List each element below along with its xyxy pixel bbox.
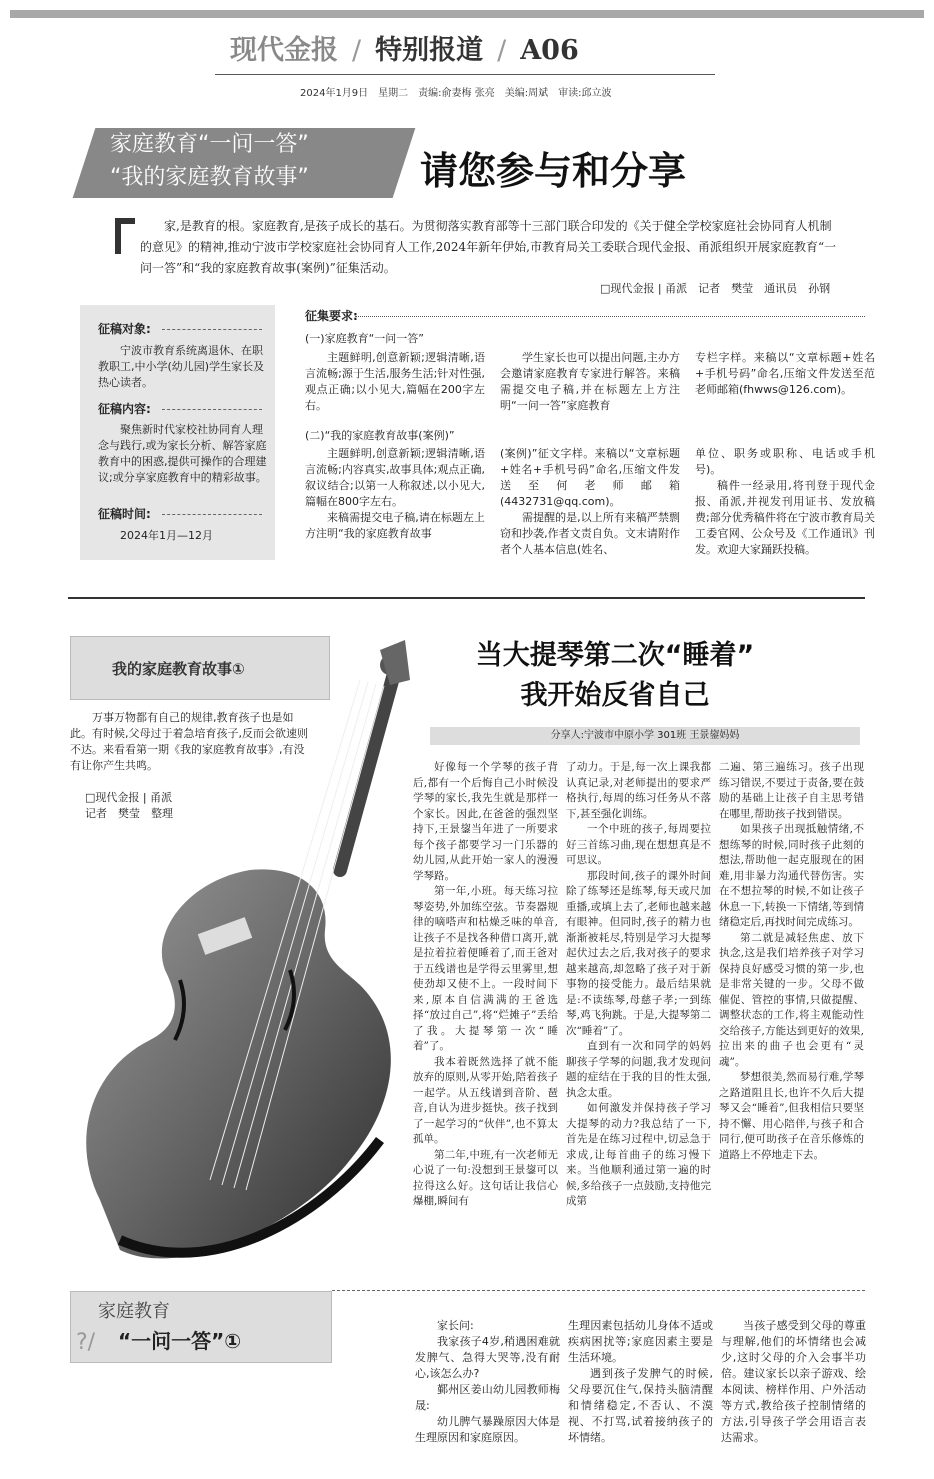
headband bbox=[110, 128, 430, 194]
dotted-rule bbox=[162, 409, 262, 410]
section-name: 特别报道 bbox=[375, 35, 484, 66]
story-banner-title: 我的家庭教育故事① bbox=[112, 660, 245, 678]
credit-line: 记者 樊莹 整理 bbox=[85, 807, 173, 820]
masthead-rule bbox=[215, 74, 715, 75]
story-intro: 万事万物都有自己的规律,教育孩子也是如此。有时候,父母过于着急培育孩子,反而会欲速则不达。来看看第一期《我的家庭教育故事》,有没有让你产生共鸣。 bbox=[70, 711, 308, 772]
req-paragraph: 需提醒的是,以上所有来稿严禁剽窃和抄袭,作者文责自负。文末请附作者个人基本信息(姓名、 bbox=[500, 511, 680, 556]
qa-paragraph: 家长问: bbox=[437, 1319, 474, 1332]
page-number: A06 bbox=[520, 35, 579, 66]
req-column bbox=[305, 446, 485, 542]
quote-mark bbox=[115, 218, 135, 254]
qa-banner-line1: 家庭教育 bbox=[98, 1301, 170, 1322]
story-paragraph: 梦想很美,然而易行难,学琴之路道阻且长,也许不久后大提琴又会“睡着”,但我相信只要坚持不懈、用心陪伴,与孩子和合同行,便可助孩子在音乐修炼的道路上不停地走下去。 bbox=[719, 1071, 864, 1161]
req-paragraph: 稿件一经录用,将刊登于现代金报、甬派,并视发刊用证书、发放稿费;部分优秀稿件将在宁波市教育局关工委官网、公众号及《工作通讯》刊发。欢迎大家踊跃投稿。 bbox=[695, 479, 875, 556]
intro-text: 家,是教育的根。家庭教育,是孩子成长的基石。为贯彻落实教育部等十三部门联合印发的《关于健全学校家庭社会协同育人机制的意见》的精神,推动宁波市学校家庭社会协同育人工作,2024年新年伊始,市教育局关工委联合现代金报、甬派组织开展家庭教育“一问一答”和“我的家庭教育故事(案例)”征集活动。 bbox=[140, 219, 837, 275]
qa-paragraph: 幼儿脾气暴躁原因大体是生理原因和家庭原因。 bbox=[415, 1415, 560, 1444]
qa-column bbox=[568, 1318, 713, 1446]
side-heading: 征稿时间: bbox=[98, 507, 151, 521]
req-paragraph: 来稿需提交电子稿,请在标题左上方注明“我的家庭教育故事 bbox=[305, 511, 485, 540]
story-title-line2: 我开始反省自己 bbox=[520, 680, 710, 711]
story-headline bbox=[440, 636, 790, 716]
story-paragraph: 第一年,小班。每天练习拉琴姿势,外加练空弦。节奏器规律的嘀嗒声和枯燥乏味的单音,让孩子不是找各种借口离开,就是拉着拉着便睡着了,而王爸对于五线谱也是学得云里雾里,想使劲却又使不上。一段时间下来,原本自信满满的王爸选择“放过自己”,将“烂摊子”丢给了我。大提琴第一次“睡着”了。 bbox=[413, 885, 558, 1052]
req-paragraph: 主题鲜明,创意新颖;逻辑清晰,语言流畅;源于生活,服务生活;针对性强,观点正确;以小见大,篇幅在200字左右。 bbox=[305, 351, 485, 412]
story-paragraph: 好像每一个学琴的孩子背后,都有一个后悔自己小时候没学琴的家长,我先生就是那样一个家长。因此,在爸爸的强烈坚持下,王景鋆当年进了一所要求每个孩子都要学习一门乐器的幼儿园,从此开始一家人的漫漫学琴路。 bbox=[413, 761, 558, 882]
requirements-title: 征集要求: bbox=[305, 309, 358, 323]
top-bar bbox=[10, 10, 924, 18]
req-paragraph: (案例)”征文字样。来稿以“文章标题+姓名+手机号码”命名,压缩文件发送至何老师邮箱(4432731@qq.com)。 bbox=[500, 447, 680, 508]
req-column bbox=[695, 446, 875, 558]
qa-divider bbox=[332, 1290, 865, 1291]
story-title-line1: 当大提琴第二次“睡着” bbox=[475, 640, 755, 671]
req-column bbox=[500, 446, 680, 558]
qa-column bbox=[415, 1318, 560, 1446]
story-paragraph: 如何激发并保持孩子学习大提琴的动力?我总结了一下,首先是在练习过程中,切忌急于求成,让每首曲子的练习慢下来。当他顺利通过第一遍的时候,多给孩子一点鼓励,支持他完成第 bbox=[566, 1102, 711, 1207]
intro-credit: □现代金报 | 甬派 记者 樊莹 通讯员 孙钢 bbox=[600, 282, 831, 295]
story-column bbox=[719, 760, 864, 1163]
story-credit bbox=[85, 790, 173, 822]
story-column bbox=[566, 760, 711, 1210]
dotted-rule bbox=[355, 316, 865, 317]
req-subhead: (一)家庭教育“一问一答” bbox=[305, 332, 424, 345]
qa-paragraph: 我家孩子4岁,稍遇困难就发脾气、急得大哭等,没有耐心,该怎么办? bbox=[415, 1335, 560, 1380]
req-column bbox=[305, 350, 485, 414]
req-column bbox=[500, 350, 680, 414]
story-paragraph: 如果孩子出现抵触情绪,不想练琴的时候,同时孩子此刻的想法,帮助他一起克服现在的困难,用非暴力沟通代替伤害。实在不想拉琴的时候,不如让孩子休息一下,转换一下情绪,等到情绪稳定后,再找时间完成练习。 bbox=[719, 823, 864, 928]
story-paragraph: 第二年,中班,有一次老师无心说了一句:没想到王景鋆可以拉得这么好。这句话让我信心爆棚,瞬间有 bbox=[413, 1148, 558, 1207]
story-paragraph: 一个中班的孩子,每周要拉好三首练习曲,现在想想真是不可思议。 bbox=[566, 823, 711, 866]
dotted-rule bbox=[162, 329, 262, 330]
req-column bbox=[695, 350, 875, 398]
paper-name: 现代金报 bbox=[230, 35, 338, 66]
call-sidebox bbox=[80, 305, 275, 560]
side-text: 宁波市教育系统离退休、在职教职工,中小学(幼儿园)学生家长及热心读者。 bbox=[98, 344, 265, 389]
side-text: 2024年1月—12月 bbox=[120, 529, 213, 542]
separator: / bbox=[497, 35, 507, 66]
section-divider bbox=[68, 597, 865, 599]
req-paragraph: 学生家长也可以提出问题,主办方会邀请家庭教育专家进行解答。来稿需提交电子稿,并在标题左上方注明“一问一答”家庭教育 bbox=[500, 351, 680, 412]
side-text: 聚焦新时代家校社协同育人理念与践行,或为家长分析、解答家庭教育中的困惑,提供可操作的合理建议;或分享家庭教育中的精彩故事。 bbox=[98, 423, 267, 484]
story-byline: 分享人:宁波市中原小学 301班 王景鋆妈妈 bbox=[430, 727, 860, 745]
dateline: 2024年1月9日 星期二 责编:俞妻梅 张亮 美编:周斌 审读:邱立波 bbox=[300, 88, 612, 99]
req-paragraph: 专栏字样。来稿以“文章标题+姓名+手机号码”命名,压缩文件发送至范老师邮箱(fhwws@126.com)。 bbox=[695, 351, 875, 396]
credit-line: □现代金报 | 甬派 bbox=[85, 791, 173, 804]
story-column bbox=[413, 760, 558, 1210]
qa-banner-line2: “一问一答”① bbox=[118, 1329, 242, 1353]
page-headline: 请您参与和分享 bbox=[420, 149, 687, 193]
dotted-rule bbox=[162, 514, 262, 515]
story-paragraph: 那段时间,孩子的课外时间除了练琴还是练琴,每天或尺加重播,或填上去了,老师也越来越有眼神。但同时,孩子的精力也渐渐被耗尽,特别是学习大提琴起伏过去之后,我对孩子的要求越来越高,却忽略了孩子对于新事物的接受能力。最后结果就是:不读练琴,母慈子孝;一到练琴,鸡飞狗跳。于是,大提琴第二次“睡着”了。 bbox=[566, 869, 711, 1037]
req-subhead: (二)“我的家庭教育故事(案例)” bbox=[305, 429, 455, 442]
separator: / bbox=[352, 35, 362, 66]
qa-paragraph: 鄞州区姜山幼儿园教师梅晟: bbox=[415, 1383, 560, 1412]
req-paragraph: 主题鲜明,创意新颖;逻辑清晰,语言流畅;内容真实,故事具体;观点正确,叙议结合;以第一人称叙述,以小见大,篇幅在800字左右。 bbox=[305, 447, 485, 508]
story-paragraph: 了动力。于是,每一次上课我都认真记录,对老师提出的要求严格执行,每周的练习任务从不落下,甚至强化训练。 bbox=[566, 761, 711, 820]
qa-paragraph: 生理因素包括幼儿身体不适或疾病困扰等;家庭因素主要是生活环境。 bbox=[568, 1319, 713, 1364]
qa-paragraph: 遇到孩子发脾气的时候,父母要沉住气,保持头脑清醒和情绪稳定,不否认、不漠视、不打骂,试着接纳孩子的坏情绪。 bbox=[568, 1367, 713, 1444]
story-paragraph: 我本着既然选择了就不能放弃的原则,从零开始,陪着孩子一起学。从五线谱到音阶、琶音,自认为进步挺快。孩子找到了一起学习的“伙伴”,也不算太孤单。 bbox=[413, 1055, 558, 1145]
req-paragraph: 单位、职务或职称、电话或手机号)。 bbox=[695, 447, 875, 476]
side-heading: 征稿对象: bbox=[98, 322, 151, 336]
masthead bbox=[230, 28, 579, 68]
story-paragraph: 第二就是减轻焦虑、放下执念,这是我们培养孩子对学习保持良好感受习惯的第一步,也是非常关键的一步。父母不做催促、管控的事情,只做提醒、调整状态的工作,将主观能动性交给孩子,方能达到更好的效果,拉出来的曲子也会更有“灵魂”。 bbox=[719, 931, 864, 1068]
side-heading: 征稿内容: bbox=[98, 402, 151, 416]
qa-column bbox=[721, 1318, 866, 1446]
qa-paragraph: 当孩子感受到父母的尊重与理解,他们的坏情绪也会减少,这时父母的介入会事半功倍。建议家长以亲子游戏、绘本阅读、榜样作用、户外活动等方式,教给孩子控制情绪的方法,引导孩子学会用语言表达需求。 bbox=[721, 1319, 866, 1444]
question-icon: ?/ bbox=[76, 1330, 96, 1355]
headband-line1: 家庭教育“一问一答” bbox=[110, 132, 309, 157]
story-paragraph: 直到有一次和同学的妈妈聊孩子学琴的问题,我才发现问题的症结在于我的目的性太强,执念太重。 bbox=[566, 1040, 711, 1099]
story-paragraph: 二遍、第三遍练习。孩子出现练习错误,不要过于责备,要在鼓励的基础上让孩子自主思考错在哪里,帮助孩子找到错误。 bbox=[719, 761, 864, 820]
headband-line2: “我的家庭教育故事” bbox=[110, 165, 309, 190]
